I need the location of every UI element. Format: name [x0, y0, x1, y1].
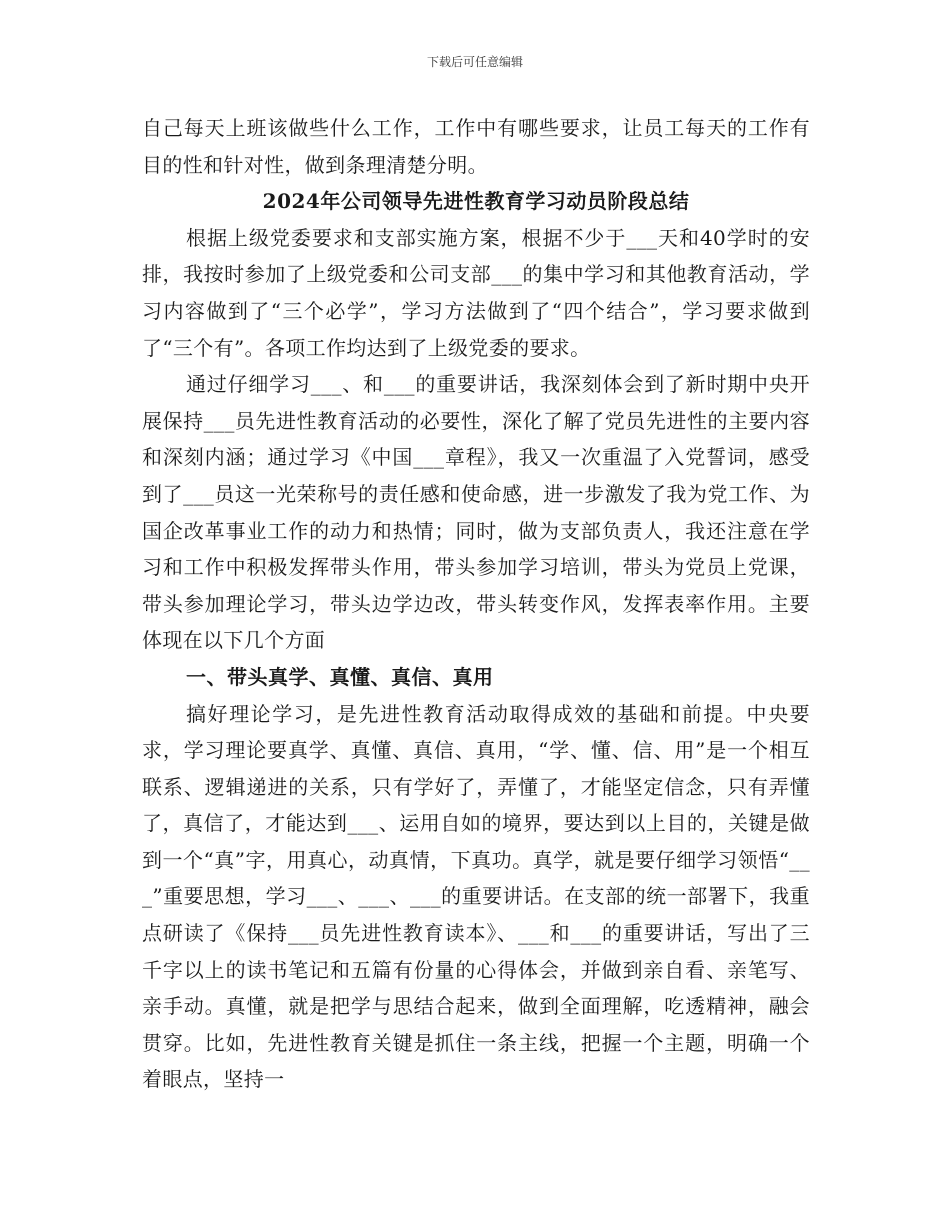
document-title: 2024年公司领导先进性教育学习动员阶段总结	[262, 189, 690, 214]
page-header-note: 下载后可任意编辑	[426, 55, 523, 69]
section-heading-1: 一、带头真学、真懂、真信、真用	[186, 664, 494, 689]
body-paragraph-2: 通过仔细学习___、和___的重要讲话，我深刻体会到了新时期中央开展保持___员先进性教育活动的必要性，深化了解了党员先进性的主要内容和深刻内涵；通过学习《中国___章程》，我又一次重温了入党誓词，感受到了___员这一光荣称号的责任感和使命感，进一步激发了我为党工作、为国企改革事业工作的动力和热情；同时，做为支部负责人，我还注意在学习和工作中积极发挥带头作用，带头参加学习培训，带头为党员上党课，带头参加理论学习，带头边学边改，带头转变作风，发挥表率作用。主要体现在以下几个方面	[142, 372, 810, 653]
body-paragraph-1: 根据上级党委要求和支部实施方案，根据不少于___天和40学时的安排，我按时参加了上级党委和公司支部___的集中学习和其他教育活动，学习内容做到了“三个必学”，学习方法做到了“四个结合”，学习要求做到了“三个有”。各项工作均达到了上级党委的要求。	[142, 225, 810, 360]
body-paragraph-3: 搞好理论学习，是先进性教育活动取得成效的基础和前提。中央要求，学习理论要真学、真懂、真信、真用，“学、懂、信、用”是一个相互联系、逻辑递进的关系，只有学好了，弄懂了，才能坚定信念，只有弄懂了，真信了，才能达到___、运用自如的境界，要达到以上目的，关键是做到一个“真”字，用真心，动真情，下真功。真学，就是要仔细学习领悟“___”重要思想，学习___、___、___的重要讲话。在支部的统一部署下，我重点研读了《保持___员先进性教育读本》、___和___的重要讲话，写出了三千字以上的读书笔记和五篇有份量的心得体会，并做到亲自看、亲笔写、亲手动。真懂，就是把学与思结合起来，做到全面理解，吃透精神，融会贯穿。比如，先进性教育关键是抓住一条主线，把握一个主题，明确一个着眼点，坚持一	[142, 701, 810, 1092]
document-body	[142, 110, 810, 1098]
intro-paragraph: 自己每天上班该做些什么工作，工作中有哪些要求，让员工每天的工作有目的性和针对性，做到条理清楚分明。	[142, 116, 810, 177]
